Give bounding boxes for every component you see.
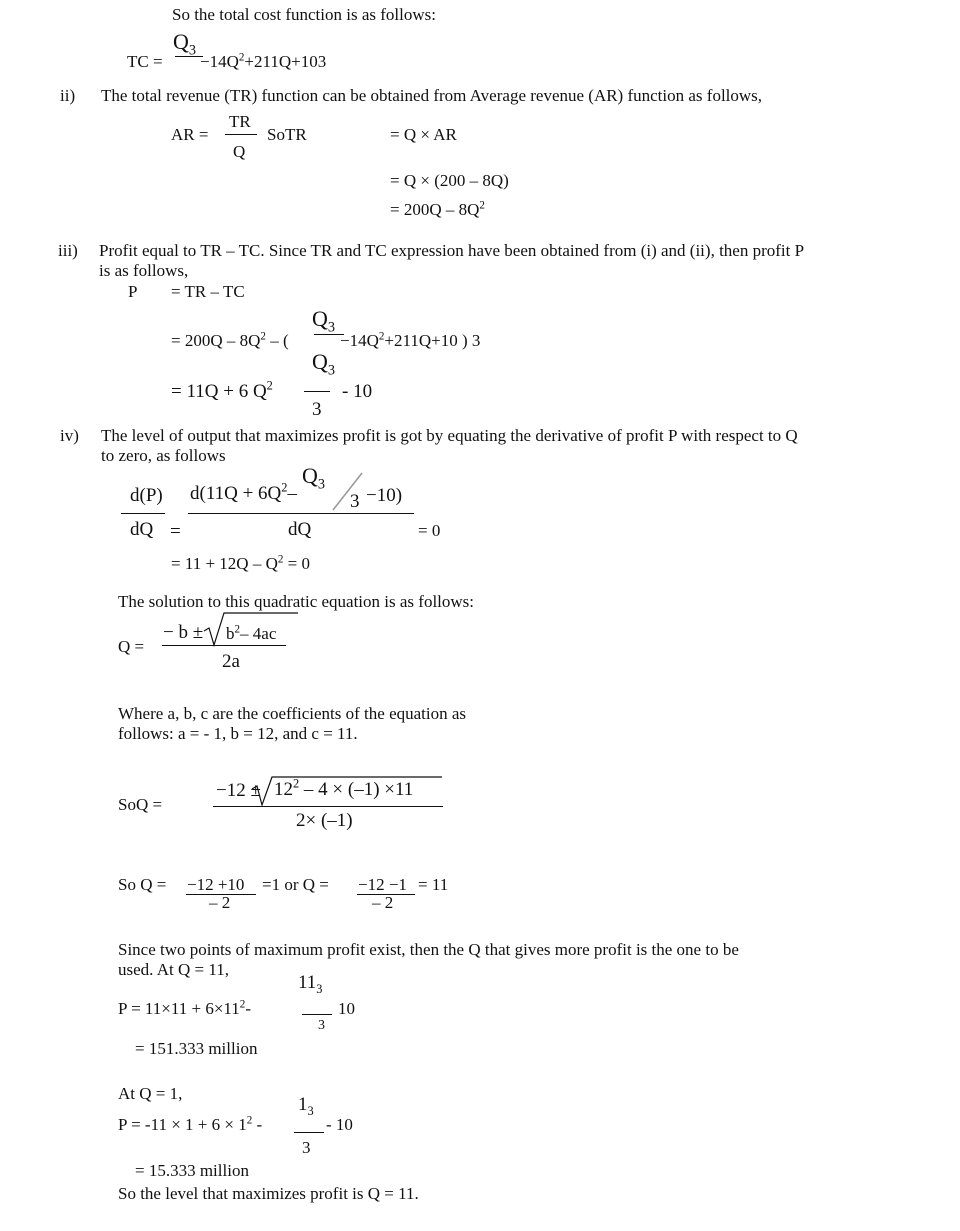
p1-tail: - 10	[326, 1115, 353, 1134]
soq-radicand: $12^2 - 4 \times (-1) \times 11$	[274, 776, 414, 800]
p11-fraction-bar	[302, 1014, 332, 1015]
tr-step-3: = $200Q - 8Q^2$	[390, 199, 485, 219]
derivative-minus-ten: −10)	[366, 485, 403, 506]
ar-numerator: TR	[229, 112, 251, 131]
derivative-three: 3	[350, 491, 360, 512]
intro-text: So the total cost function is as follows:	[172, 5, 436, 24]
tc-lhs: TC =	[127, 52, 163, 71]
p1-expression: $P = -11 \times 1 + 6 \times 1^2$ -	[118, 1114, 263, 1134]
formula-numerator-start: − b ±	[163, 622, 204, 643]
soq-fraction-bar	[213, 806, 443, 807]
root-2-result: = 11	[418, 875, 449, 894]
root-1-result: =1 or Q =	[262, 875, 329, 894]
p1-result: = 15.333 million	[135, 1161, 249, 1180]
part-iv-text-1: The level of output that maximizes profit is got by equating the derivative of profit P with respect to Q	[101, 426, 798, 445]
part-iii-label: iii)	[58, 241, 78, 260]
derivative-dq: dQ	[130, 519, 154, 540]
formula-radicand: $b^2-$ 4ac	[226, 623, 277, 643]
solution-intro: The solution to this quadratic equation is as follows:	[118, 592, 475, 611]
so-q-label: So Q =	[118, 875, 167, 894]
root-1-numerator: −12 +10	[187, 875, 245, 894]
p11-top: $11_3$	[298, 972, 323, 996]
tr-step-1: = Q × AR	[390, 125, 457, 144]
so-tr: SoTR	[267, 125, 307, 144]
root-2-numerator: −12 −1	[358, 875, 407, 894]
profit-line-3-denominator: 3	[312, 399, 322, 420]
conclusion: So the level that maximizes profit is Q = 11.	[118, 1184, 419, 1203]
derivative-slash	[333, 473, 362, 510]
derivative-dp: d(P)	[130, 485, 163, 506]
profit-p: P	[128, 282, 138, 301]
formula-lhs: Q =	[118, 637, 145, 656]
coefficients-text-1: Where a, b, c are the coefficients of the equation as	[118, 704, 467, 723]
since-text-2: used. At Q = 11,	[118, 960, 229, 979]
derivative-q3: $Q_3$	[302, 463, 326, 493]
p11-expression: $P = 11\times 11 + 6\times 11^2-$	[118, 998, 251, 1018]
part-iv-label: iv)	[60, 426, 79, 445]
p1-denominator: 3	[302, 1138, 311, 1157]
p11-denominator: 3	[318, 1018, 325, 1033]
profit-definition: = TR – TC	[171, 282, 245, 301]
ar-denominator: Q	[233, 142, 246, 161]
formula-fraction-bar	[162, 645, 286, 646]
tc-expression: $-14Q^2+211Q+103$	[200, 51, 327, 71]
p1-fraction-bar	[294, 1132, 324, 1133]
tr-step-2: = Q × (200 – 8Q)	[390, 171, 509, 190]
soq-lhs: SoQ =	[118, 795, 163, 814]
profit-line-2-numerator: $Q_3$	[312, 306, 336, 336]
at-q1-label: At Q = 1,	[118, 1084, 183, 1103]
part-iv-text-2: to zero, as follows	[101, 446, 226, 465]
profit-line-2-rest: $-14Q^2+211Q+10$ ) 3	[340, 330, 481, 350]
p1-top: $1_3$	[298, 1094, 314, 1118]
derivative-denominator: dQ	[288, 519, 312, 540]
root-1-denominator: – 2	[209, 893, 231, 912]
tc-numerator: $Q_3$	[173, 29, 197, 59]
quadratic-equation: = $11 + 12Q - Q^2 = 0$	[171, 553, 310, 573]
profit-line-3-numerator: $Q_3$	[312, 349, 336, 379]
since-text-1: Since two points of maximum profit exist, then the Q that gives more profit is the one to be	[118, 940, 739, 959]
profit-line-2-start: = $200Q - 8Q^2$ – (	[171, 330, 289, 350]
derivative-numerator: $d(11Q + 6Q^2-$	[190, 480, 297, 504]
profit-line-3: = 11Q + 6 $Q^2$	[171, 378, 273, 402]
root-2-denominator: – 2	[372, 893, 394, 912]
part-ii-text: The total revenue (TR) function can be obtained from Average revenue (AR) function as follows,	[101, 86, 763, 105]
soq-numerator-start: −12 ±	[216, 780, 261, 801]
part-iii-text-2: is as follows,	[99, 261, 189, 280]
soq-denominator: 2× (–1)	[296, 810, 353, 831]
formula-denominator: 2a	[222, 651, 240, 672]
p11-tail: 10	[338, 999, 355, 1018]
coefficients-text-2: follows: a = - 1, b = 12, and c = 11.	[118, 724, 358, 743]
ar-lhs: AR =	[171, 125, 209, 144]
part-iii-text-1: Profit equal to TR – TC. Since TR and TC expression have been obtained from (i) and (ii), then profit P	[99, 241, 805, 260]
part-ii-label: ii)	[60, 86, 76, 105]
p11-result: = 151.333 million	[135, 1039, 258, 1058]
profit-line-3-tail: - 10	[342, 381, 373, 402]
derivative-equals-zero: = 0	[418, 521, 441, 540]
derivative-equals: =	[170, 521, 181, 542]
